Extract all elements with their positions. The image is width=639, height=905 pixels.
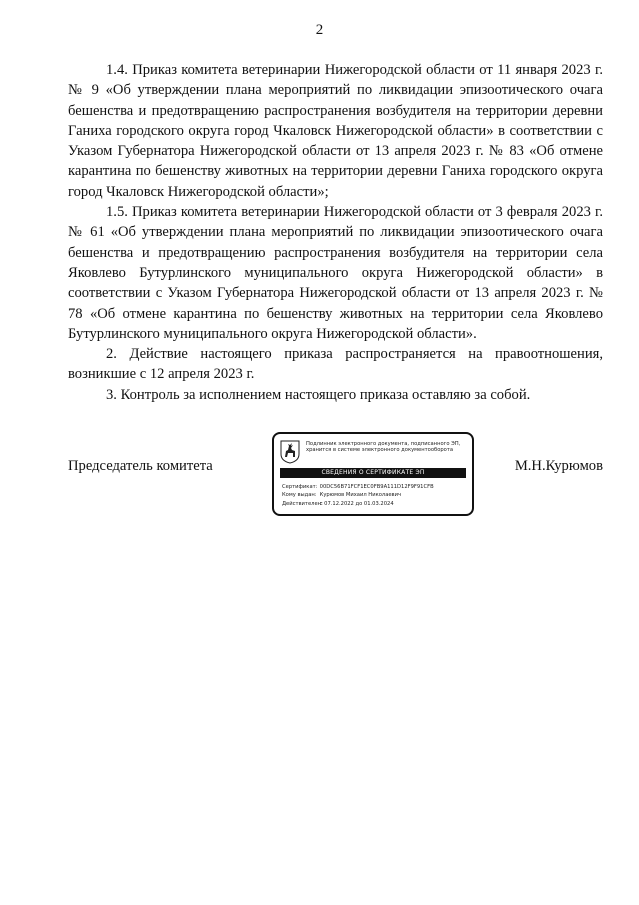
document-body	[68, 60, 603, 405]
stamp-issued-to-row	[282, 491, 468, 499]
paragraph-1-5: 1.5. Приказ комитета ветеринарии Нижегородской области от 3 февраля 2023 г. № 61 «Об утверждении плана мероприятий по ликвидации эпизоотического очага бешенства и предотвращению распространения возбудителя на территории села Яковлево Бутурлинского муниципального округа Нижегородской области» в соответствии с Указом Губернатора Нижегородской области от 13 апреля 2023 г. № 78 «Об отмене карантина по бешенству животных на территории села Яковлево Бутурлинского муниципального округа Нижегородской области».	[68, 204, 603, 342]
page-number: 2	[315, 22, 324, 38]
stamp-certificate-bar: СВЕДЕНИЯ О СЕРТИФИКАТЕ ЭП	[280, 468, 466, 478]
signer-name: М.Н.Курюмов	[514, 458, 603, 474]
stamp-header	[306, 441, 466, 454]
stamp-certificate-value: 00DC56B71FCF1EC0FB9A111D12F9F91CFB	[319, 484, 434, 490]
stamp-issued-to-label: Кому выдан:	[282, 492, 317, 499]
paragraph-3: 3. Контроль за исполнением настоящего приказа оставляю за собой.	[106, 386, 531, 403]
stamp-header-line-2: хранится в системе электронного документооборота	[306, 447, 454, 454]
paragraph-1-4: 1.4. Приказ комитета ветеринарии Нижегородской области от 11 января 2023 г. № 9 «Об утверждении плана мероприятий по ликвидации эпизоотического очага бешенства и предотвращению распространения возбудителя на территории деревни Ганиха городского округа город Чкаловск Нижегородской области» в соответствии с Указом Губернатора Нижегородской области от 13 апреля 2023 г. № 83 «Об отмене карантина по бешенству животных на территории деревни Ганиха городского округа город Чкаловск Нижегородской области»;	[68, 62, 603, 200]
stamp-certificate-row	[282, 483, 468, 491]
nizhny-novgorod-deer-emblem-icon	[280, 440, 300, 464]
stamp-issued-to-value: Курюмов Михаил Николаевич	[319, 492, 402, 499]
paragraph-2: 2. Действие настоящего приказа распространяется на правоотношения, возникшие с 12 апреля 2023 г.	[68, 346, 603, 383]
stamp-valid-row	[282, 500, 468, 508]
stamp-header-line-1: Подлинник электронного документа, подписанного ЭП,	[306, 441, 461, 447]
signer-position: Председатель комитета	[68, 458, 213, 474]
stamp-certificate-details	[282, 483, 468, 508]
stamp-valid-label: Действителен:	[282, 500, 323, 507]
stamp-valid-value: с 07.12.2022 до 01.03.2024	[319, 500, 394, 507]
signature-block	[68, 432, 603, 522]
stamp-certificate-label: Сертификат:	[282, 484, 318, 490]
electronic-signature-stamp	[272, 432, 474, 516]
